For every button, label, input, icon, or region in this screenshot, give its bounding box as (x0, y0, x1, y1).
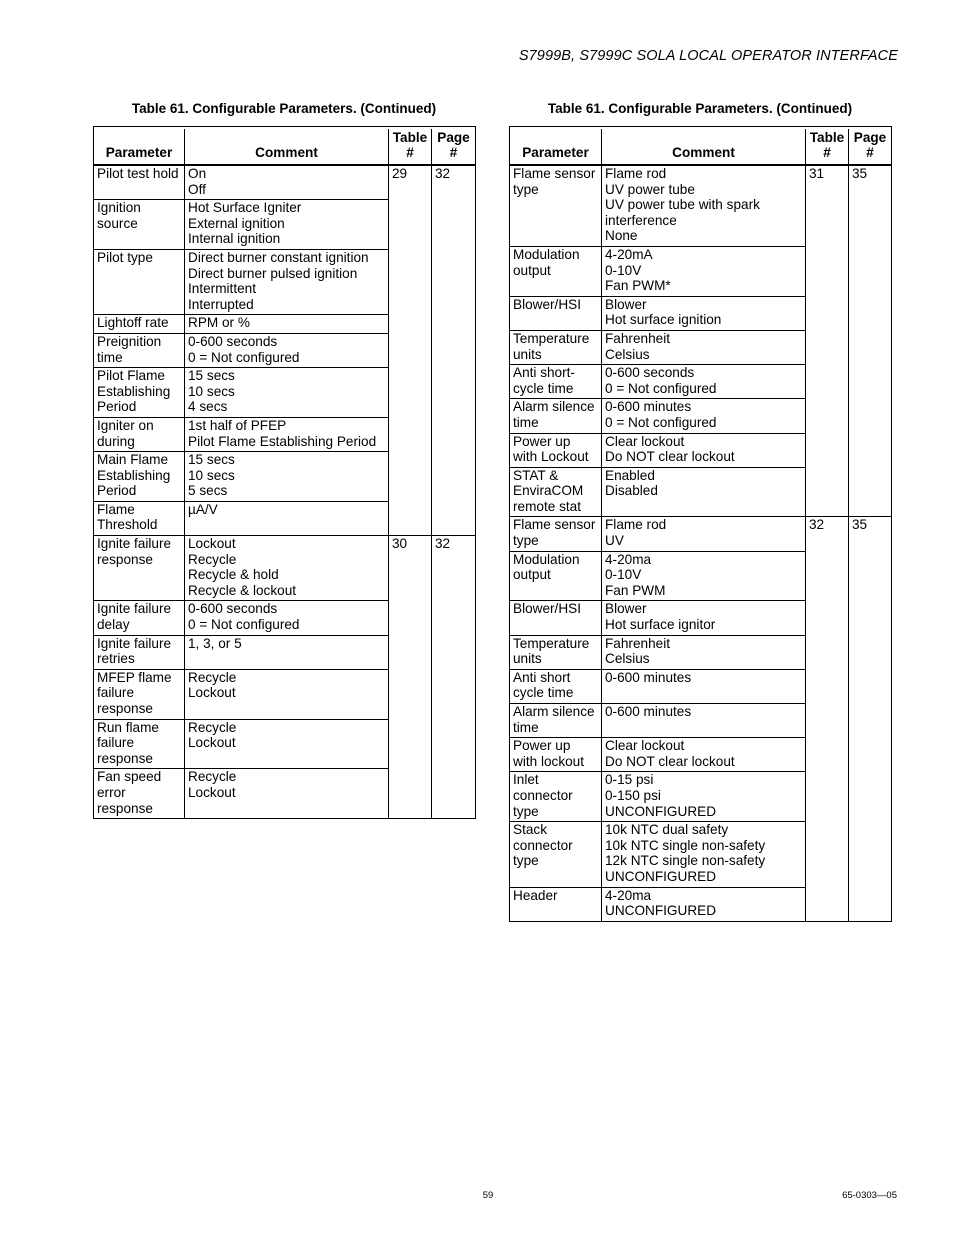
parameter-cell: Pilot test hold (94, 165, 185, 200)
parameter-cell: Stack connector type (510, 822, 602, 887)
parameter-cell: Modulation output (510, 551, 602, 601)
comment-line: 0-600 seconds (605, 365, 695, 381)
comment-cell (185, 333, 389, 367)
comment-line: Clear lockout (605, 738, 685, 754)
col-header-comment: Comment (602, 129, 806, 165)
parameter-cell: Igniter on during (94, 417, 185, 451)
comment-line: UV power tube with spark (605, 197, 760, 213)
comment-cell (185, 452, 389, 502)
parameter-cell: Power up with lockout (510, 738, 602, 772)
table-row (510, 517, 892, 551)
comment-cell (602, 246, 806, 296)
comment-line: 0-600 seconds (188, 333, 278, 349)
comment-line: Recycle & hold (188, 567, 279, 583)
page-number-cell: 32 (432, 165, 476, 536)
comment-cell (602, 330, 806, 364)
comment-line: Hot surface ignitor (605, 617, 716, 633)
parameter-cell: Lightoff rate (94, 315, 185, 334)
comment-line: 4-20ma (605, 551, 652, 567)
comment-line: Blower (605, 601, 647, 617)
parameter-cell: Modulation output (510, 246, 602, 296)
comment-line: Intermittent (188, 281, 256, 297)
comment-line: UNCONFIGURED (605, 803, 717, 819)
comment-cell (185, 769, 389, 819)
left-table-title: Table 61. Configurable Parameters. (Continued) (131, 101, 437, 116)
comment-line: RPM or % (188, 315, 250, 331)
comment-cell (602, 772, 806, 822)
col-header-page (432, 129, 476, 165)
comment-line: 10k NTC single non-safety (605, 837, 766, 853)
comment-line: Enabled (605, 467, 655, 483)
comment-line: 12k NTC single non-safety (605, 853, 766, 869)
parameter-cell: Ignite failure response (94, 536, 185, 601)
comment-cell (185, 200, 389, 250)
parameter-cell: Temperature units (510, 635, 602, 669)
comment-line: 0-150 psi (605, 787, 661, 803)
comment-line: Do NOT clear lockout (605, 753, 735, 769)
parameter-cell: Ignition source (94, 200, 185, 250)
comment-cell (602, 551, 806, 601)
comment-line: None (605, 228, 638, 244)
parameter-cell: Inlet connector type (510, 772, 602, 822)
comment-line: UNCONFIGURED (605, 868, 717, 884)
parameter-cell: Flame Threshold (94, 501, 185, 535)
comment-line: Blower (605, 296, 647, 312)
comment-cell (602, 635, 806, 669)
comment-line: On (188, 166, 207, 181)
parameter-cell: Preignition time (94, 333, 185, 367)
comment-cell (602, 365, 806, 399)
comment-line: 4-20mA (605, 246, 653, 262)
col-header-table (389, 129, 432, 165)
table-number-cell: 29 (389, 165, 432, 536)
parameter-cell: Alarm silence time (510, 704, 602, 738)
parameter-cell: Pilot Flame Establishing Period (94, 368, 185, 418)
col-header-table (806, 129, 849, 165)
comment-line: 10k NTC dual safety (605, 822, 729, 838)
comment-line: Internal ignition (188, 231, 281, 247)
comment-line: 15 secs (188, 368, 235, 384)
parameter-cell: Run flame failure response (94, 719, 185, 769)
comment-cell (185, 501, 389, 535)
col-header-page-label: Page # (437, 130, 470, 160)
comment-cell (602, 669, 806, 703)
comment-cell (602, 399, 806, 433)
parameter-cell: Ignite failure delay (94, 601, 185, 635)
comment-line: Celsius (605, 651, 650, 667)
comment-cell (185, 635, 389, 669)
table-row (510, 165, 892, 246)
table-number-cell: 32 (806, 517, 849, 921)
parameter-cell: Pilot type (94, 249, 185, 314)
comment-line: Hot surface ignition (605, 312, 722, 328)
comment-line: 0 = Not configured (188, 349, 300, 365)
comment-line: 1, 3, or 5 (188, 635, 242, 651)
comment-line: UV power tube (605, 181, 695, 197)
comment-line: 10 secs (188, 383, 235, 399)
comment-cell (602, 738, 806, 772)
comment-line: Lockout (188, 735, 236, 751)
comment-line: 0 = Not configured (605, 414, 717, 430)
comment-line: Recycle (188, 719, 237, 735)
comment-line: Pilot Flame Establishing Period (188, 433, 377, 449)
comment-line: Recycle (188, 551, 237, 567)
page-number-cell: 32 (432, 536, 476, 819)
document-number: 65-0303—05 (842, 1190, 897, 1201)
comment-line: Fan PWM (605, 582, 666, 598)
col-header-comment: Comment (185, 129, 389, 165)
configurable-parameters-table-right (509, 126, 892, 922)
parameter-cell: Ignite failure retries (94, 635, 185, 669)
comment-line: Flame rod (605, 517, 667, 533)
parameter-cell: Main Flame Establishing Period (94, 452, 185, 502)
comment-line: Off (188, 181, 206, 197)
parameter-cell: Anti short-cycle time (510, 365, 602, 399)
comment-line: Recycle (188, 769, 237, 785)
comment-line: 0 = Not configured (188, 617, 300, 633)
comment-line: 0-15 psi (605, 772, 654, 788)
comment-line: 0-600 seconds (188, 601, 278, 617)
parameter-cell: Flame sensor type (510, 165, 602, 246)
parameter-cell: Blower/HSI (510, 296, 602, 330)
comment-cell (185, 669, 389, 719)
comment-line: Direct burner constant ignition (188, 249, 369, 265)
comment-cell (602, 601, 806, 635)
comment-line: Interrupted (188, 296, 254, 312)
comment-line: Fahrenheit (605, 330, 670, 346)
comment-line: interference (605, 212, 677, 228)
left-table-body (94, 165, 476, 819)
comment-line: Lockout (188, 536, 236, 552)
parameter-cell: STAT & EnviraCOM remote stat (510, 467, 602, 517)
parameter-cell: Header (510, 887, 602, 921)
configurable-parameters-table-left (93, 126, 476, 819)
parameter-cell: Alarm silence time (510, 399, 602, 433)
comment-line: 5 secs (188, 483, 228, 499)
col-header-page (849, 129, 892, 165)
comment-line: UV (605, 533, 624, 549)
parameter-cell: Flame sensor type (510, 517, 602, 551)
col-header-parameter: Parameter (94, 129, 185, 165)
comment-cell (602, 822, 806, 887)
comment-line: 0-600 minutes (605, 704, 692, 719)
comment-cell (602, 467, 806, 517)
col-header-parameter: Parameter (510, 129, 602, 165)
table-row (94, 536, 476, 601)
parameter-cell: Power up with Lockout (510, 433, 602, 467)
table-row (94, 165, 476, 200)
comment-line: Direct burner pulsed ignition (188, 265, 358, 281)
comment-cell (185, 368, 389, 418)
table-number-cell: 30 (389, 536, 432, 819)
comment-line: Celsius (605, 346, 650, 362)
comment-line: Fahrenheit (605, 635, 670, 651)
comment-line: 0-600 minutes (605, 669, 692, 685)
col-header-page-label: Page # (853, 130, 887, 160)
comment-line: External ignition (188, 215, 285, 231)
comment-cell (185, 165, 389, 200)
comment-cell (185, 601, 389, 635)
parameter-cell: Blower/HSI (510, 601, 602, 635)
col-header-table-label: Table # (392, 130, 428, 160)
comment-line: Lockout (188, 685, 236, 701)
comment-line: 0-10V (605, 567, 642, 583)
comment-line: Clear lockout (605, 433, 685, 449)
comment-cell (185, 249, 389, 314)
comment-cell (602, 433, 806, 467)
comment-cell (602, 887, 806, 921)
comment-line: Recycle (188, 669, 237, 685)
page-number-cell: 35 (849, 165, 892, 517)
comment-line: 1st half of PFEP (188, 417, 287, 433)
comment-line: 0-10V (605, 262, 642, 278)
comment-cell (602, 517, 806, 551)
parameter-cell: Temperature units (510, 330, 602, 364)
parameter-cell: MFEP flame failure response (94, 669, 185, 719)
comment-cell (602, 704, 806, 738)
comment-cell (185, 315, 389, 334)
comment-line: 4-20ma (605, 887, 652, 903)
right-table-body (510, 165, 892, 921)
comment-line: Do NOT clear lockout (605, 449, 735, 465)
comment-line: Recycle & lockout (188, 582, 297, 598)
comment-line: Flame rod (605, 166, 667, 181)
col-header-table-label: Table # (809, 130, 845, 160)
right-table-title: Table 61. Configurable Parameters. (Continued) (547, 101, 853, 116)
comment-cell (602, 165, 806, 246)
comment-line: Lockout (188, 784, 236, 800)
comment-cell (185, 417, 389, 451)
page-number-cell: 35 (849, 517, 892, 921)
parameter-cell: Fan speed error response (94, 769, 185, 819)
comment-line: Disabled (605, 483, 658, 499)
comment-line: Hot Surface Igniter (188, 200, 302, 216)
comment-cell (185, 536, 389, 601)
comment-line: UNCONFIGURED (605, 903, 717, 919)
comment-line: Fan PWM* (605, 278, 671, 294)
comment-cell (185, 719, 389, 769)
comment-line: µA/V (188, 501, 218, 517)
parameter-cell: Anti short cycle time (510, 669, 602, 703)
comment-line: 4 secs (188, 399, 228, 415)
document-header-title: S7999B, S7999C SOLA LOCAL OPERATOR INTERFACE (518, 48, 898, 64)
comment-line: 0-600 minutes (605, 399, 692, 415)
comment-line: 10 secs (188, 467, 235, 483)
comment-line: 15 secs (188, 452, 235, 468)
page-number: 59 (482, 1190, 494, 1201)
table-number-cell: 31 (806, 165, 849, 517)
comment-line: 0 = Not configured (605, 380, 717, 396)
comment-cell (602, 296, 806, 330)
